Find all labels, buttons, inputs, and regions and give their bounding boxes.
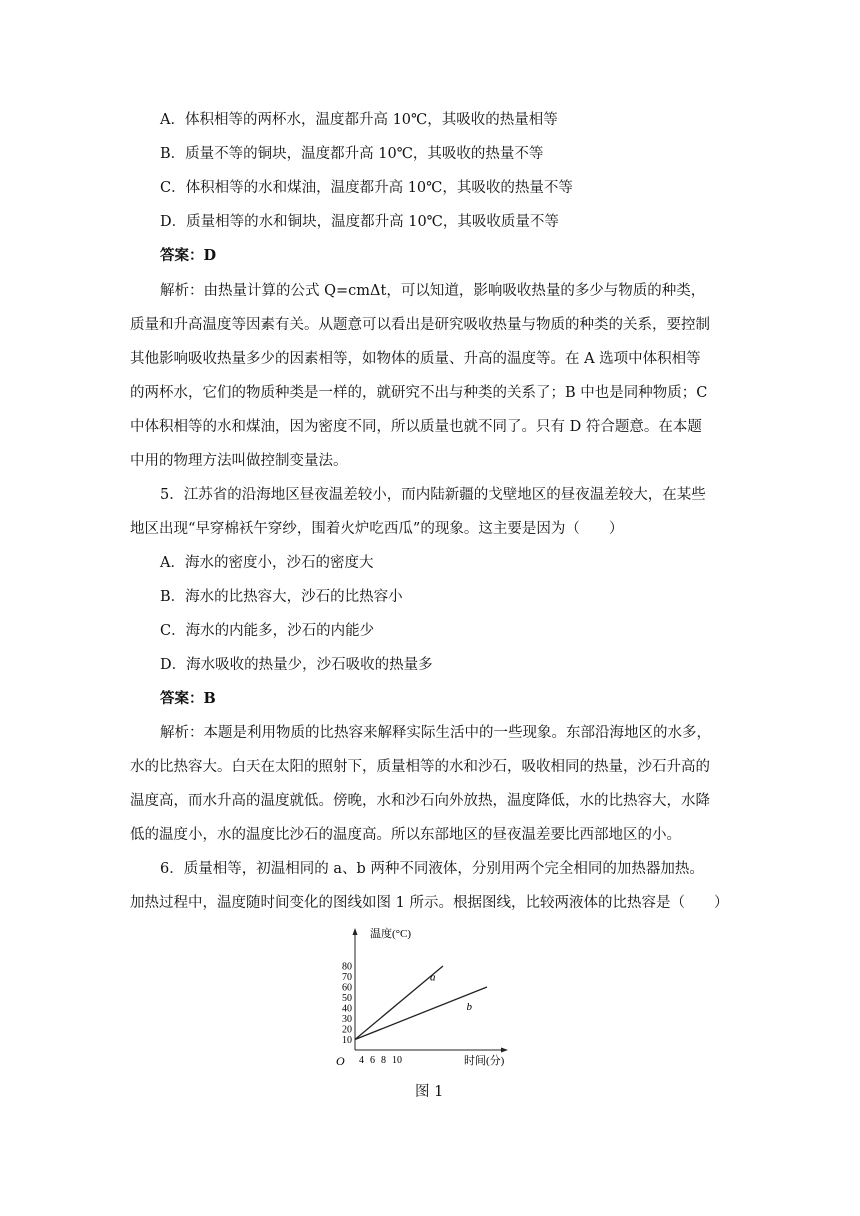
figure-caption: 图 1 <box>415 1084 444 1100</box>
question-5-line-2: 地区出现“早穿棉袄午穿纱，围着火炉吃西瓜”的现象。这主要是因为（ ） <box>130 521 624 537</box>
y-tick-label: 70 <box>342 972 352 983</box>
series-line-b <box>355 987 487 1040</box>
answer-5: 答案：B <box>160 690 216 707</box>
x-tick-group <box>359 1055 402 1066</box>
option-5d: D．海水吸收的热量少，沙石吸收的热量多 <box>160 657 433 673</box>
analysis-4-line-5: 中体积相等的水和煤油，因为密度不同，所以质量也就不同了。只有 D 符合题意。在本题 <box>130 419 702 435</box>
chart-svg <box>336 922 520 1068</box>
x-axis-arrow <box>501 1048 508 1053</box>
analysis-5-line-3: 温度高，而水升高的温度就低。傍晚，水和沙石向外放热，温度降低，水的比热容大，水降 <box>130 793 710 809</box>
origin-label: O <box>336 1054 345 1068</box>
analysis-5-line-4: 低的温度小，水的温度比沙石的温度高。所以东部地区的昼夜温差要比西部地区的小。 <box>130 827 681 843</box>
x-tick-label: 10 <box>392 1055 402 1066</box>
y-tick-label: 20 <box>342 1024 352 1036</box>
y-tick-label: 30 <box>342 1014 352 1025</box>
x-tick-label: 8 <box>381 1055 386 1066</box>
analysis-4-line-4: 的两杯水，它们的物质种类是一样的，就研究不出与种类的关系了；B 中也是同种物质；C <box>130 385 708 401</box>
question-6-line-2: 加热过程中，温度随时间变化的图线如图 1 所示。根据图线，比较两液体的比热容是（ ） <box>130 895 729 911</box>
option-5c: C．海水的内能多，沙石的内能少 <box>160 623 375 639</box>
y-axis-label: 温度(°C) <box>370 928 412 940</box>
option-5a: A．海水的密度小，沙石的密度大 <box>160 555 374 571</box>
temperature-time-chart <box>336 922 520 1068</box>
y-axis-arrow <box>353 928 358 935</box>
analysis-5-line-1: 解析：本题是利用物质的比热容来解释实际生活中的一些现象。东部沿海地区的水多， <box>160 725 711 741</box>
series-label-a: a <box>430 971 436 984</box>
option-5b: B．海水的比热容大，沙石的比热容小 <box>160 589 403 605</box>
option-d: D．质量相等的水和铜块，温度都升高 10℃，其吸收质量不等 <box>160 214 559 230</box>
analysis-4-line-3: 其他影响吸收热量多少的因素相等，如物体的质量、升高的温度等。在 A 选项中体积相等 <box>130 351 701 367</box>
y-tick-group <box>342 962 352 1047</box>
series-label-b: b <box>466 1000 473 1013</box>
y-tick-label: 80 <box>342 961 352 973</box>
y-tick-label: 60 <box>342 982 352 994</box>
analysis-4-line-2: 质量和升高温度等因素有关。从题意可以看出是研究吸收热量与物质的种类的关系，要控制 <box>130 317 710 333</box>
y-tick-label: 40 <box>342 1003 352 1015</box>
option-a: A．体积相等的两杯水，温度都升高 10℃，其吸收的热量相等 <box>160 112 558 128</box>
y-tick-label: 50 <box>342 993 352 1004</box>
option-b: B．质量不等的铜块，温度都升高 10℃，其吸收的热量不等 <box>160 146 544 162</box>
series-group <box>355 966 487 1040</box>
answer-4: 答案：D <box>160 247 217 264</box>
analysis-5-line-2: 水的比热容大。白天在太阳的照射下，质量相等的水和沙石，吸收相同的热量，沙石升高的 <box>130 759 710 775</box>
y-tick-label: 10 <box>342 1035 352 1046</box>
x-tick-label: 4 <box>359 1055 364 1066</box>
x-tick-label: 6 <box>370 1055 375 1066</box>
question-6-line-1: 6．质量相等，初温相同的 a、b 两种不同液体，分别用两个完全相同的加热器加热。 <box>160 861 704 877</box>
analysis-4-line-6: 中用的物理方法叫做控制变量法。 <box>130 453 348 469</box>
analysis-4-line-1: 解析：由热量计算的公式 Q=cmΔt，可以知道，影响吸收热量的多少与物质的种类， <box>160 283 706 299</box>
question-5-line-1: 5．江苏省的沿海地区昼夜温差较小，而内陆新疆的戈壁地区的昼夜温差较大，在某些 <box>160 487 706 503</box>
option-c: C．体积相等的水和煤油，温度都升高 10℃，其吸收的热量不等 <box>160 180 573 196</box>
x-axis-label: 时间(分) <box>464 1055 505 1067</box>
